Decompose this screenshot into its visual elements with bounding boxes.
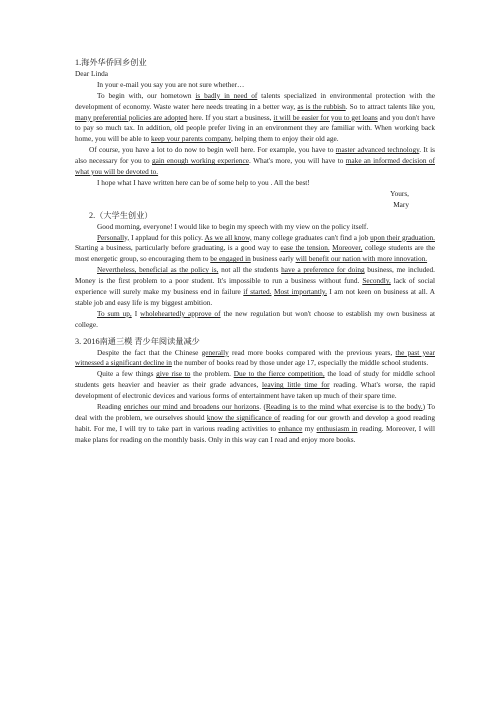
s3-paragraph-2: Quite a few things give rise to the problem. Due to the fierce competition, the load of study for middle school students gets heavier and heavier as their grade advances, leaving little time for reading. What's worse, the rapid development of electronic devices and various forms of entertainment have taken up much of their spare time. [75, 369, 435, 401]
underlined-phrase: Secondly, [362, 276, 391, 286]
underlined-phrase: many preferential policies are adopted [75, 112, 188, 122]
underlined-phrase: wholeheartedly approve of [140, 308, 221, 318]
document-page [75, 58, 435, 446]
underlined-phrase: it will be easier for you to get loans [273, 112, 378, 122]
s1-paragraph-2: To begin with, our hometown is badly in need of talents specialized in environmental protection with the development of economy. Waste water here needs treating in a better way, as is the rubbish. So to attract talents like you, many preferential policies are adopted here. If you start a business, it will be easier for you to get loans and you don't have to pay so much tax. In addition, old people prefer living in an environment they are familiar with. When working back home, you will be able to keep your parents company, helping them to enjoy their old age. [75, 90, 435, 144]
letter-salutation: Dear Linda [75, 68, 109, 78]
s3-paragraph-1: Despite the fact that the Chinese generally read more books compared with the previous years, the past year witnessed a significant decline in the number of books read by those under age 17, especially the middle school students. [75, 347, 435, 368]
s3-paragraph-3: Reading enriches our mind and broadens our horizons. (Reading is to the mind what exercise is to the body.) To deal with the problem, we ourselves should know the significance of reading for our growth and develop a good reading habit. For me, I will try to take part in various reading activities to enhance my enthusiasm in reading. Moreover, I will make plans for reading on the monthly basis. Only in this way can I read and enjoy more books. [75, 402, 435, 444]
underlined-phrase: enthusiasm in [316, 423, 358, 433]
underlined-phrase: leaving little time for [262, 380, 330, 390]
underlined-phrase: be engaged in [210, 254, 251, 264]
underlined-phrase: generally [201, 347, 229, 357]
s2-paragraph-4: To sum up, I wholeheartedly approve of the new regulation but won't choose to establish my own business at college. [75, 308, 435, 329]
underlined-phrase: Reading is to the mind what exercise is to the body. [265, 402, 423, 412]
underlined-phrase: if started. [243, 287, 272, 297]
underlined-phrase: As we all know, [204, 232, 252, 242]
letter-signature: Mary [393, 199, 409, 209]
s1-paragraph-3: Of course, you have a lot to do now to begin well here. For example, you have to master advanced technology. It is also necessary for you to gain enough working experience. What's more, you will have to make an informed decision of what you will be devoted to. [75, 145, 435, 177]
underlined-phrase: ease the tension. [280, 243, 330, 253]
underlined-phrase: make an informed decision of what you will be devoted to. [75, 156, 435, 177]
letter-closing: Yours, [390, 188, 409, 198]
section-2-heading: 2.（大学生创业） [89, 210, 153, 220]
underlined-phrase: Moreover, [332, 243, 363, 253]
underlined-phrase: Most importantly, [274, 287, 327, 297]
s1-paragraph-4: I hope what I have written here can be of some help to you . All the best! [97, 177, 310, 187]
underlined-phrase: will benefit our nation with more innovation. [295, 254, 428, 264]
underlined-phrase: enhance [278, 423, 303, 433]
underlined-phrase: know the significance of [206, 413, 281, 422]
underlined-phrase: upon their graduation. [370, 232, 435, 242]
s1-paragraph-1: In your e-mail you say you are not sure whether… [97, 79, 245, 89]
underlined-phrase: To sum up, [97, 308, 132, 318]
s2-paragraph-1: Good morning, everyone! I would like to begin my speech with my view on the policy itself. [97, 221, 369, 231]
underlined-phrase: keep your parents company [151, 134, 231, 144]
underlined-phrase: Due to the fierce competition, [233, 369, 325, 379]
underlined-phrase: give rise to [156, 369, 191, 379]
s2-paragraph-2: Personally, I applaud for this policy. As we all know, many college graduates can't find a job upon their graduation. Starting a business, particularly before graduating, is a good way to ease the tension. Moreover, college students are the most energetic group, so encouraging them to be engaged in business early will benefit our nation with more innovation. [75, 232, 436, 264]
underlined-phrase: master advanced technology [335, 145, 420, 155]
underlined-phrase: is badly in need of [195, 90, 258, 100]
underlined-phrase: have a preference for doing [281, 265, 365, 275]
underlined-phrase: gain enough working experience [152, 156, 250, 166]
underlined-phrase: Nevertheless, beneficial as the policy is, [97, 265, 219, 275]
underlined-phrase: the past year witnessed a significant decline in [75, 347, 435, 368]
s2-paragraph-3: Nevertheless, beneficial as the policy is, not all the students have a preference for doing business, me included. Money is the first problem to a poor student. It's impossible to run a business without fund. Secondly, lack of social experience will surely make my business end in failure if started. Most importantly, I am not keen on business at all. A stable job and easy life is my biggest ambition. [75, 265, 435, 307]
underlined-phrase: enriches our mind and broadens our horizons [123, 402, 260, 412]
underlined-phrase: as is the rubbish [297, 101, 346, 111]
section-1-heading: 1.海外华侨回乡创业 [75, 58, 147, 67]
underlined-phrase: Personally, [97, 232, 130, 242]
section-3-heading: 3. 2016南通三模 青少年阅读量减少 [75, 336, 200, 346]
